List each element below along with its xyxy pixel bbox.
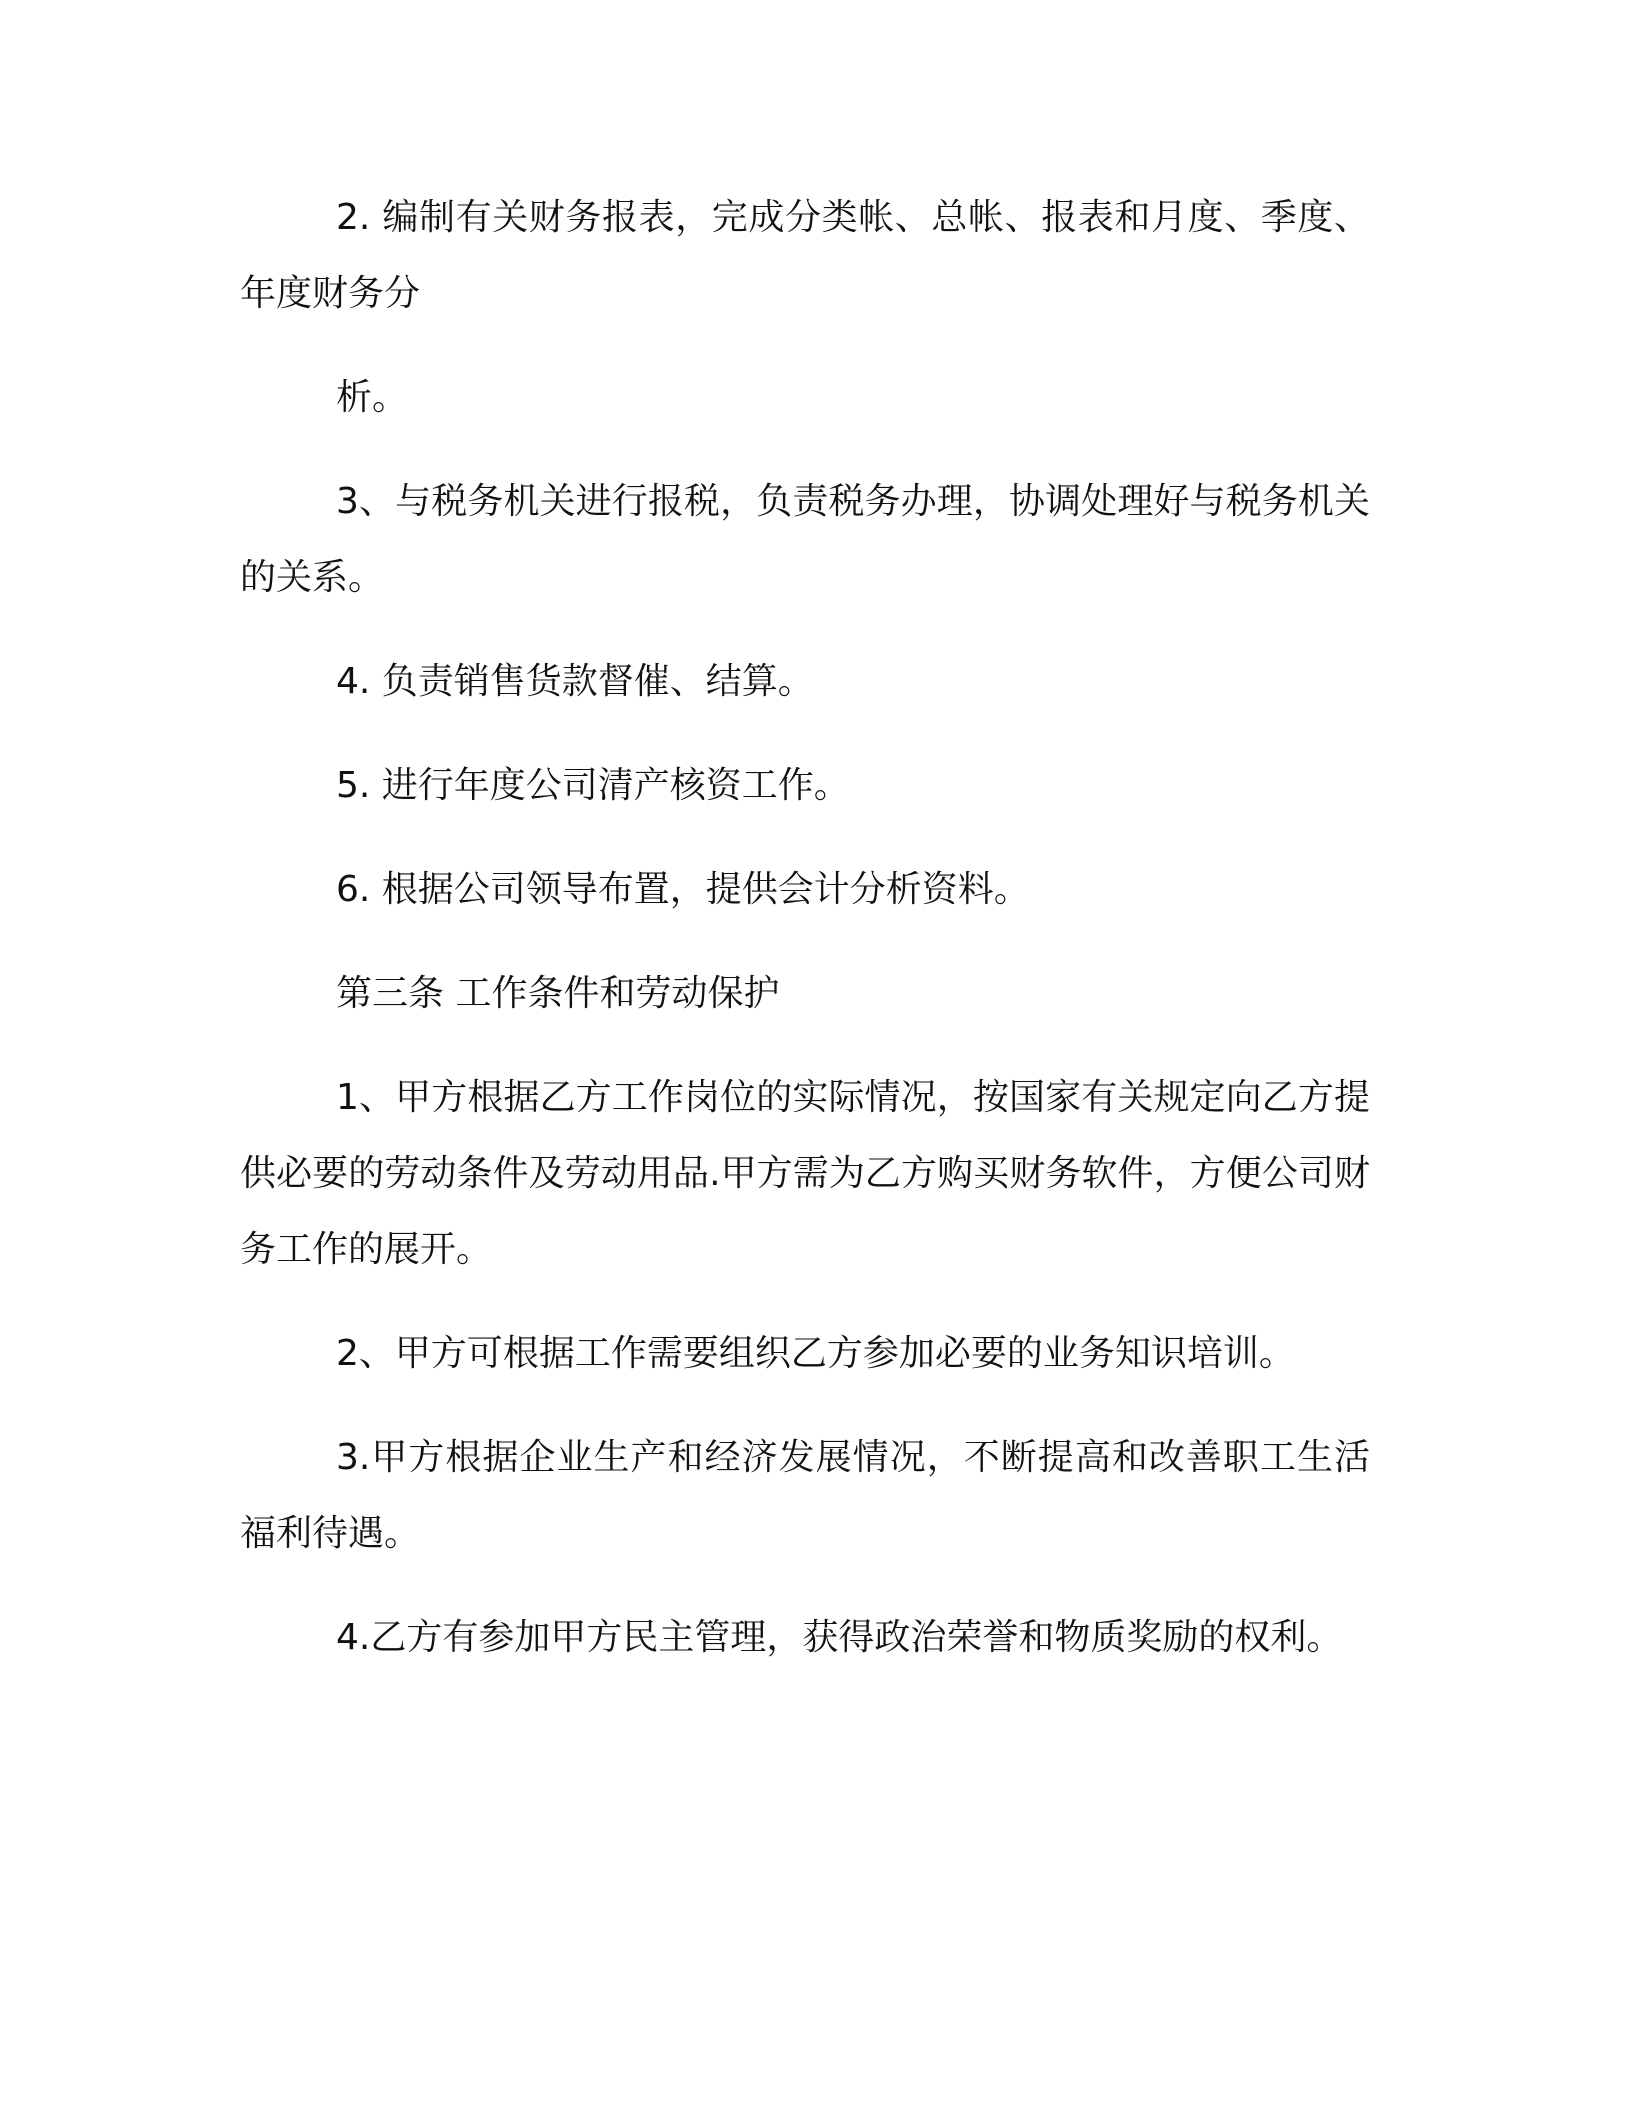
paragraph-clause-2: 2、甲方可根据工作需要组织乙方参加必要的业务知识培训。 [336,1333,1295,1374]
paragraph-clause-4: 4.乙方有参加甲方民主管理，获得政治荣誉和物质奖励的权利。 [336,1617,1343,1658]
section-heading-article-3: 第三条 工作条件和劳动保护 [336,973,780,1014]
paragraph-item-6: 6. 根据公司领导布置，提供会计分析资料。 [336,869,1030,910]
document-body [240,180,1370,1704]
paragraph-item-3: 3、与税务机关进行报税，负责税务办理，协调处理好与税务机关的关系。 [240,481,1370,598]
paragraph-item-2-continued: 析。 [336,377,409,418]
paragraph-item-2: 2. 编制有关财务报表，完成分类帐、总帐、报表和月度、季度、年度财务分 [240,197,1370,314]
paragraph-item-4: 4. 负责销售货款督催、结算。 [336,661,814,702]
paragraph-item-5: 5. 进行年度公司清产核资工作。 [336,765,850,806]
paragraph-clause-1: 1、甲方根据乙方工作岗位的实际情况，按国家有关规定向乙方提供必要的劳动条件及劳动用品.甲方需为乙方购买财务软件，方便公司财务工作的展开。 [240,1077,1370,1270]
paragraph-clause-3: 3.甲方根据企业生产和经济发展情况，不断提高和改善职工生活福利待遇。 [240,1437,1370,1554]
